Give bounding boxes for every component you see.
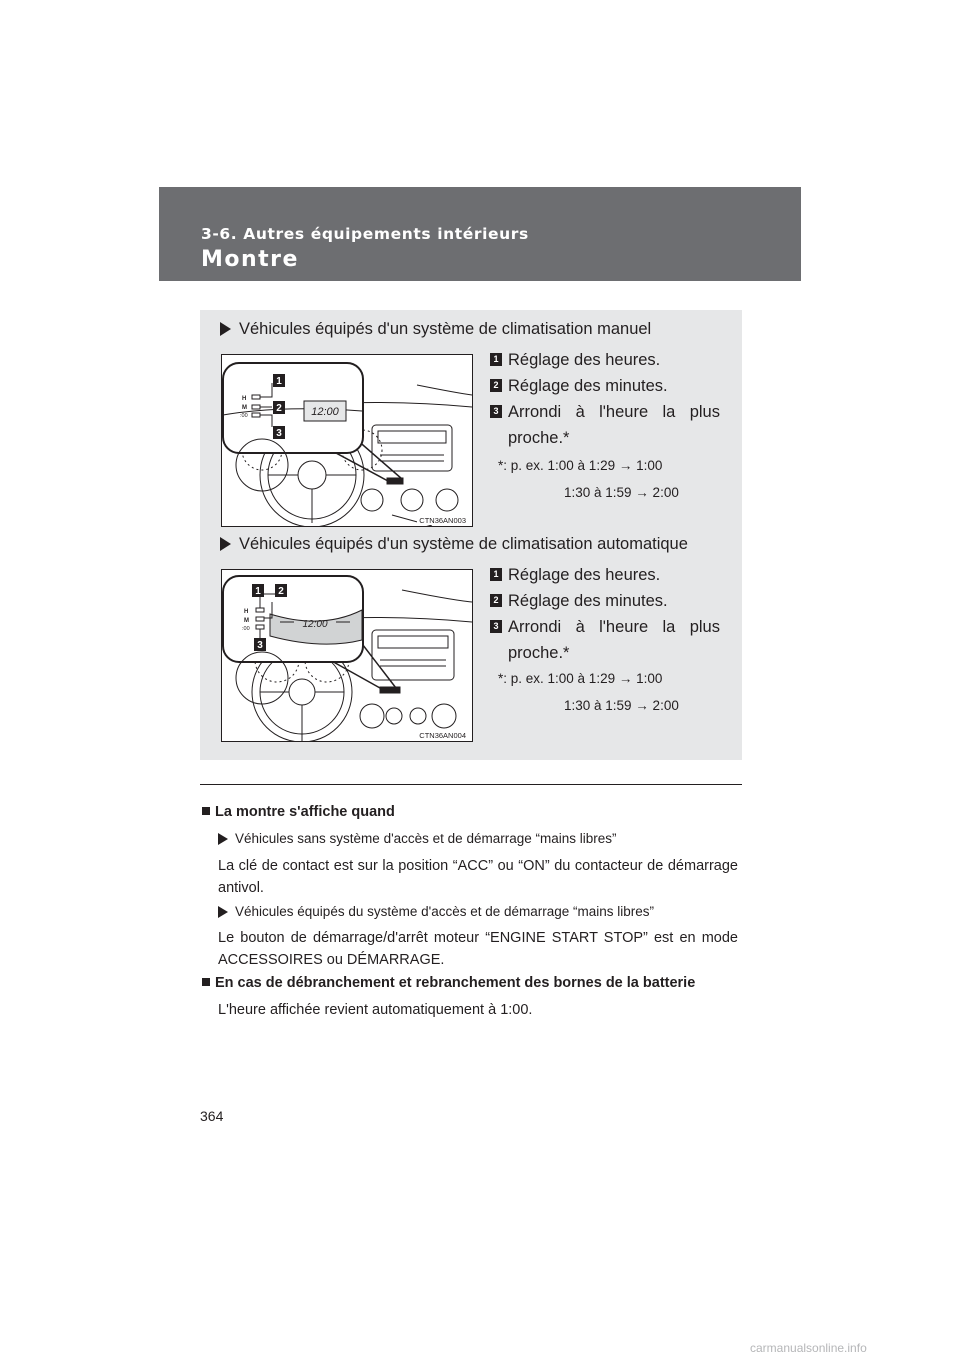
page-title: Montre [201, 247, 299, 272]
list-item: 3 Arrondi à l'heure la plus proche.* [490, 399, 720, 451]
callout-3: 3 [257, 640, 263, 651]
footnote-line-1: *: p. ex. 1:00 à 1:29 → 1:00 [498, 671, 663, 686]
case-label-no-smart-key: Véhicules sans système d'accès et de démarrage “mains libres” [218, 831, 617, 846]
list-item: 2 Réglage des minutes. [490, 373, 720, 399]
number-badge: 1 [490, 353, 502, 366]
arrow-right-icon [220, 322, 231, 336]
clock-panel [200, 310, 742, 760]
case-text-smart-key: Le bouton de démarrage/d'arrêt moteur “ENGINE START STOP” est en mode ACCESSOIRES ou DÉMARRAGE. [218, 930, 738, 968]
figure-automatic-clock [221, 569, 473, 742]
bullet-square-icon [202, 978, 210, 986]
callout-3: 3 [276, 428, 282, 439]
number-badge: 3 [490, 620, 502, 633]
callout-1: 1 [255, 586, 261, 597]
note-heading-display: La montre s'affiche quand [202, 804, 740, 820]
hour-button-label: H [244, 609, 249, 615]
battery-text: L'heure affichée revient automatiquement à 1:00. [218, 1002, 533, 1018]
round-button-label: :00 [242, 626, 250, 632]
footnote-line-1: *: p. ex. 1:00 à 1:29 → 1:00 [498, 458, 663, 473]
note-heading-battery: En cas de débranchement et rebranchement des bornes de la batterie [202, 975, 740, 991]
clock-readout: 12:00 [302, 619, 328, 630]
case-label-smart-key: Véhicules équipés du système d'accès et de démarrage “mains libres” [218, 904, 654, 919]
minute-button-label: M [244, 618, 249, 624]
item-list-manual [490, 347, 720, 451]
number-badge: 1 [490, 568, 502, 581]
dashboard-illustration-automatic [222, 570, 472, 741]
figure-code: CTN36AN003 [419, 516, 466, 525]
arrow-right-icon [220, 537, 231, 551]
bullet-square-icon [202, 807, 210, 815]
list-item: 2 Réglage des minutes. [490, 588, 720, 614]
hour-button-label: H [242, 396, 247, 402]
item-list-automatic [490, 562, 720, 666]
variant-heading-manual: Véhicules équipés d'un système de climatisation manuel [220, 320, 651, 339]
callout-2: 2 [278, 586, 284, 597]
watermark: carmanualsonline.info [750, 1341, 867, 1355]
section-title: 3-6. Autres équipements intérieurs [201, 225, 529, 243]
callout-1: 1 [276, 376, 282, 387]
page-header [159, 187, 801, 281]
number-badge: 2 [490, 594, 502, 607]
number-badge: 3 [490, 405, 502, 418]
arrow-right-icon [218, 833, 228, 845]
dashboard-illustration-manual [222, 355, 472, 526]
number-badge: 2 [490, 379, 502, 392]
list-item: 1 Réglage des heures. [490, 562, 720, 588]
clock-readout: 12:00 [311, 406, 339, 418]
footnote-line-2: 1:30 à 1:59 → 2:00 [564, 485, 679, 500]
variant-heading-automatic: Véhicules équipés d'un système de climatisation automatique [220, 535, 688, 554]
arrow-right-icon [218, 906, 228, 918]
divider [200, 784, 742, 785]
minute-button-label: M [242, 405, 247, 411]
case-text-no-smart-key: La clé de contact est sur la position “ACC” ou “ON” du contacteur de démarrage antivol. [218, 858, 738, 896]
list-item: 1 Réglage des heures. [490, 347, 720, 373]
list-item: 3 Arrondi à l'heure la plus proche.* [490, 614, 720, 666]
round-button-label: :00 [240, 413, 248, 419]
figure-code: CTN36AN004 [419, 731, 466, 740]
page-number: 364 [200, 1108, 224, 1124]
callout-2: 2 [276, 403, 282, 414]
footnote-line-2: 1:30 à 1:59 → 2:00 [564, 698, 679, 713]
figure-manual-clock [221, 354, 473, 527]
